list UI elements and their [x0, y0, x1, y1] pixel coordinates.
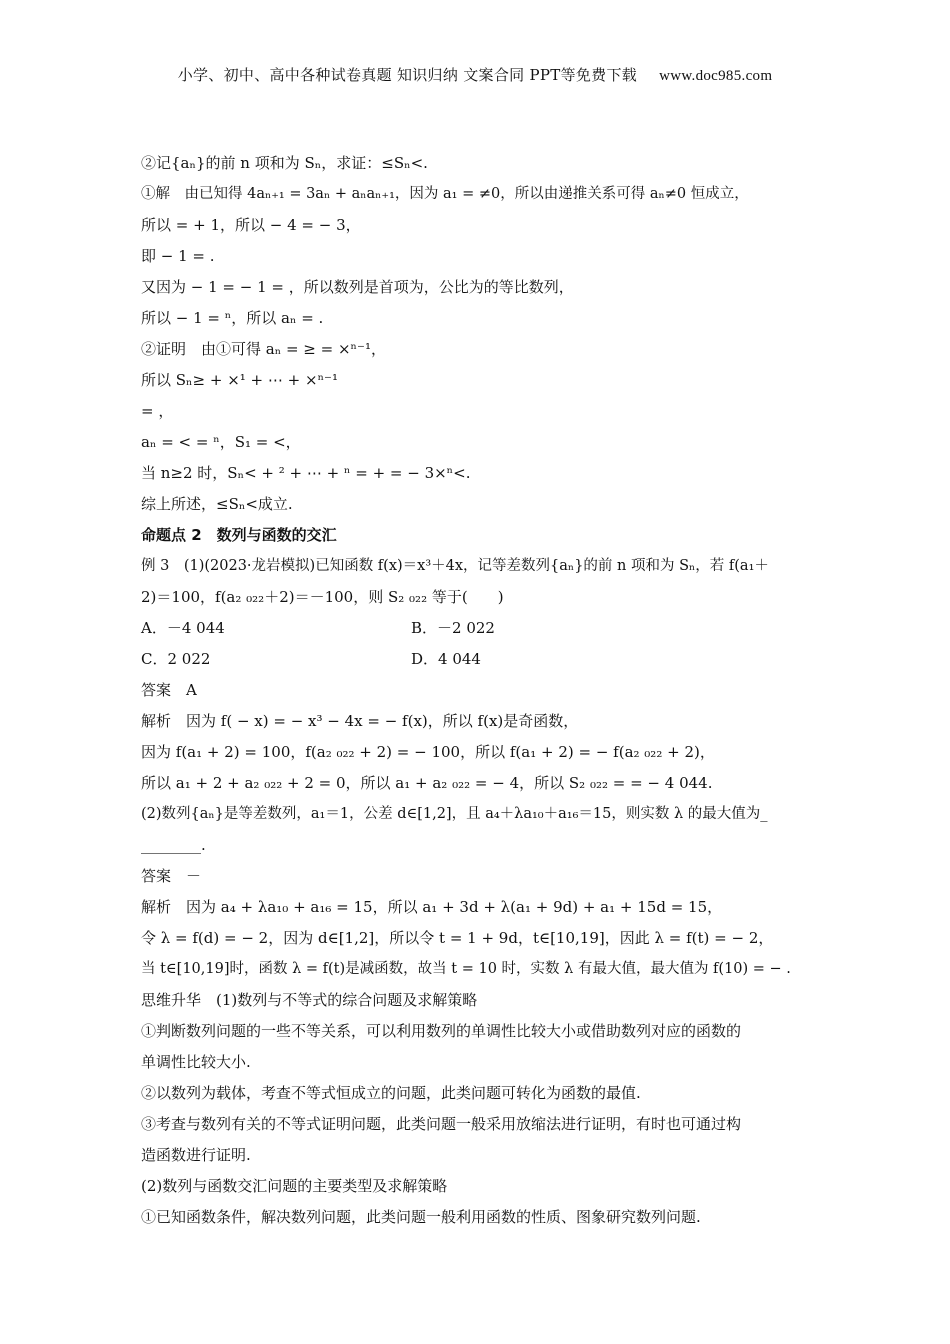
- summary-heading: 思维升华 (1)数列与不等式的综合问题及求解策略: [141, 991, 478, 1009]
- text-line: = ，: [141, 402, 174, 420]
- header-text: 小学、初中、高中各种试卷真题 知识归纳 文案合同 PPT等免费下载: [177, 66, 638, 84]
- text-line: ③考查与数列有关的不等式证明问题，此类问题一般采用放缩法进行证明，有时也可通过构: [141, 1115, 742, 1133]
- text-line: 所以 = + 1，所以 − 4 = − 3，: [141, 216, 361, 234]
- option-d: D．4 044: [411, 650, 481, 668]
- header-site: www.doc985.com: [659, 68, 773, 84]
- text-line: ________.: [141, 836, 206, 854]
- option-a: A．－4 044: [141, 619, 225, 637]
- text-line: 解析 因为 a₄ + λa₁₀ + a₁₆ = 15，所以 a₁ + 3d + λ(a₁ + 9d) + a₁ + 15d = 15，: [141, 898, 723, 916]
- text-line: aₙ = < = ⁿ，S₁ = <，: [141, 433, 301, 451]
- text-line: ②证明 由①可得 aₙ = ≥ = ×ⁿ⁻¹，: [141, 340, 386, 358]
- text-line: (2)数列与函数交汇问题的主要类型及求解策略: [141, 1177, 448, 1195]
- text-line: ①判断数列问题的一些不等关系，可以利用数列的单调性比较大小或借助数列对应的函数的: [141, 1022, 742, 1040]
- options-row: [141, 644, 813, 675]
- options-row: [141, 613, 813, 644]
- text-line: ①已知函数条件，解决数列问题，此类问题一般利用函数的性质、图象研究数列问题.: [141, 1208, 701, 1226]
- text-line: 当 t∈[10,19]时，函数 λ = f(t)是减函数，故当 t = 10 时，实数 λ 有最大值，最大值为 f(10) = − .: [141, 961, 791, 977]
- option-b: B．－2 022: [411, 619, 495, 637]
- text-line: 当 n≥2 时，Sₙ< + ² + ⋯ + ⁿ = + = − 3×ⁿ<.: [141, 464, 471, 482]
- text-line: ②记{aₙ}的前 n 项和为 Sₙ，求证：≤Sₙ<.: [141, 154, 428, 172]
- example-question: 2)＝100，f(a₂ ₀₂₂＋2)＝－100，则 S₂ ₀₂₂ 等于( ): [141, 588, 504, 606]
- example-question: 例 3 (1)(2023·龙岩模拟)已知函数 f(x)＝x³＋4x，记等差数列{aₙ}的前 n 项和为 Sₙ，若 f(a₁＋: [141, 558, 769, 574]
- answer-line: 答案 A: [141, 681, 197, 699]
- text-line: 综上所述，≤Sₙ<成立.: [141, 495, 293, 513]
- text-line: ②以数列为载体，考查不等式恒成立的问题，此类问题可转化为函数的最值.: [141, 1084, 641, 1102]
- text-line: 即 − 1 = .: [141, 247, 215, 265]
- text-line: 又因为 − 1 = − 1 = ，所以数列是首项为，公比为的等比数列，: [141, 278, 574, 296]
- option-c: C．2 022: [141, 650, 211, 668]
- answer-line: 答案 －: [141, 867, 202, 885]
- text-line: ①解 由已知得 4aₙ₊₁ = 3aₙ + aₙaₙ₊₁，因为 a₁ = ≠0，所以由递推关系可得 aₙ≠0 恒成立，: [141, 186, 749, 202]
- text-line: 令 λ = f(d) = − 2，因为 d∈[1,2]，所以令 t = 1 + 9d，t∈[10,19]，因此 λ = f(t) = − 2，: [141, 929, 774, 947]
- text-line: 所以 Sₙ≥ + ×¹ + ⋯ + ×ⁿ⁻¹: [141, 371, 338, 389]
- text-line: 所以 a₁ + 2 + a₂ ₀₂₂ + 2 = 0，所以 a₁ + a₂ ₀₂₂ = − 4，所以 S₂ ₀₂₂ = = − 4 044.: [141, 774, 713, 792]
- page-header: [0, 64, 950, 85]
- text-line: 所以 − 1 = ⁿ，所以 aₙ = .: [141, 309, 324, 327]
- text-line: 解析 因为 f( − x) = − x³ − 4x = − f(x)，所以 f(x)是奇函数，: [141, 712, 579, 730]
- text-line: 单调性比较大小.: [141, 1053, 251, 1071]
- text-line: 造函数进行证明.: [141, 1146, 251, 1164]
- text-line: 因为 f(a₁ + 2) = 100，f(a₂ ₀₂₂ + 2) = − 100，所以 f(a₁ + 2) = − f(a₂ ₀₂₂ + 2)，: [141, 743, 715, 761]
- example-question: (2)数列{aₙ}是等差数列，a₁＝1，公差 d∈[1,2]，且 a₄＋λa₁₀＋a₁₆＝15，则实数 λ 的最大值为_: [141, 806, 768, 822]
- section-heading: 命题点 2 数列与函数的交汇: [141, 526, 337, 544]
- document-body: [141, 148, 813, 1233]
